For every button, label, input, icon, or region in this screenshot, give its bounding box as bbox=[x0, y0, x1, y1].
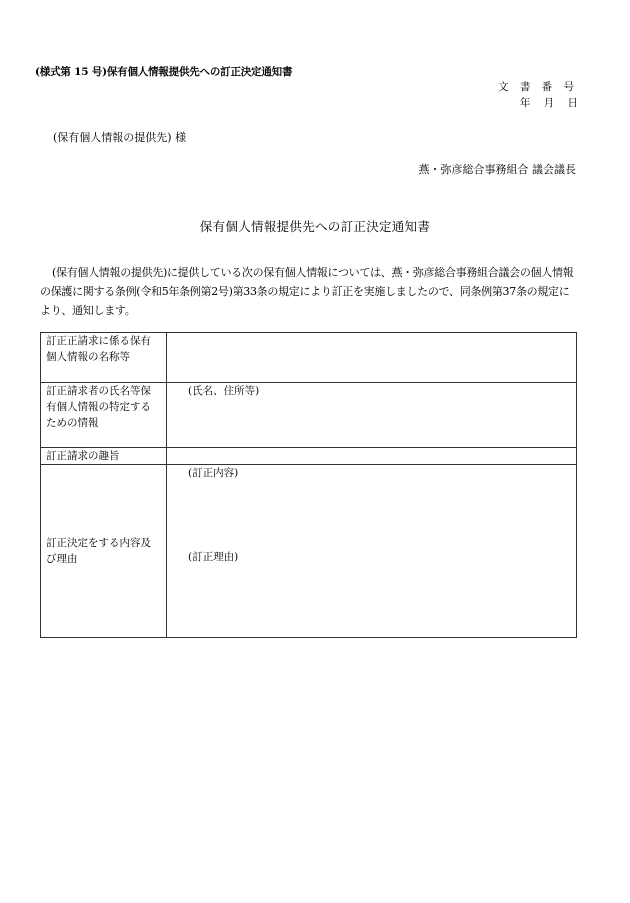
table-row bbox=[41, 383, 577, 448]
row-value bbox=[167, 465, 577, 638]
row-value bbox=[167, 448, 577, 465]
form-number-label: (様式第 15 号)保有個人情報提供先への訂正決定通知書 bbox=[35, 66, 293, 78]
correction-reason-note: (訂正理由) bbox=[188, 551, 239, 563]
row-value bbox=[167, 333, 577, 383]
row-label: 訂正請求の趣旨 bbox=[41, 448, 167, 465]
date-line: 年 月 日 bbox=[519, 97, 578, 109]
row-label: 訂正請求者の氏名等保有個人情報の特定するための情報 bbox=[41, 383, 167, 448]
table-row bbox=[41, 448, 577, 465]
requester-info-note: (氏名、住所等) bbox=[188, 385, 260, 397]
table-row bbox=[41, 465, 577, 638]
row-label: 訂正正請求に係る保有個人情報の名称等 bbox=[41, 333, 167, 383]
row-value bbox=[167, 383, 577, 448]
row-label: 訂正決定をする内容及び理由 bbox=[41, 465, 167, 638]
correction-form-table bbox=[40, 332, 577, 638]
correction-content-note: (訂正内容) bbox=[188, 467, 239, 479]
table-row bbox=[41, 333, 577, 383]
document-number: 文 書 番 号 bbox=[497, 81, 578, 93]
addressee: (保有個人情報の提供先) 様 bbox=[53, 131, 187, 144]
sender: 燕・弥彦総合事務組合 議会議長 bbox=[418, 163, 576, 176]
document-title: 保有個人情報提供先への訂正決定通知書 bbox=[199, 219, 431, 234]
notice-body: (保有個人情報の提供先)に提供している次の保有個人情報については、燕・弥彦総合事務組合議会の個人情報の保護に関する条例(令和5年条例第2号)第33条の規定により訂正を実施しましたので、同条例第37条の規定により、通知します。 bbox=[40, 266, 574, 317]
